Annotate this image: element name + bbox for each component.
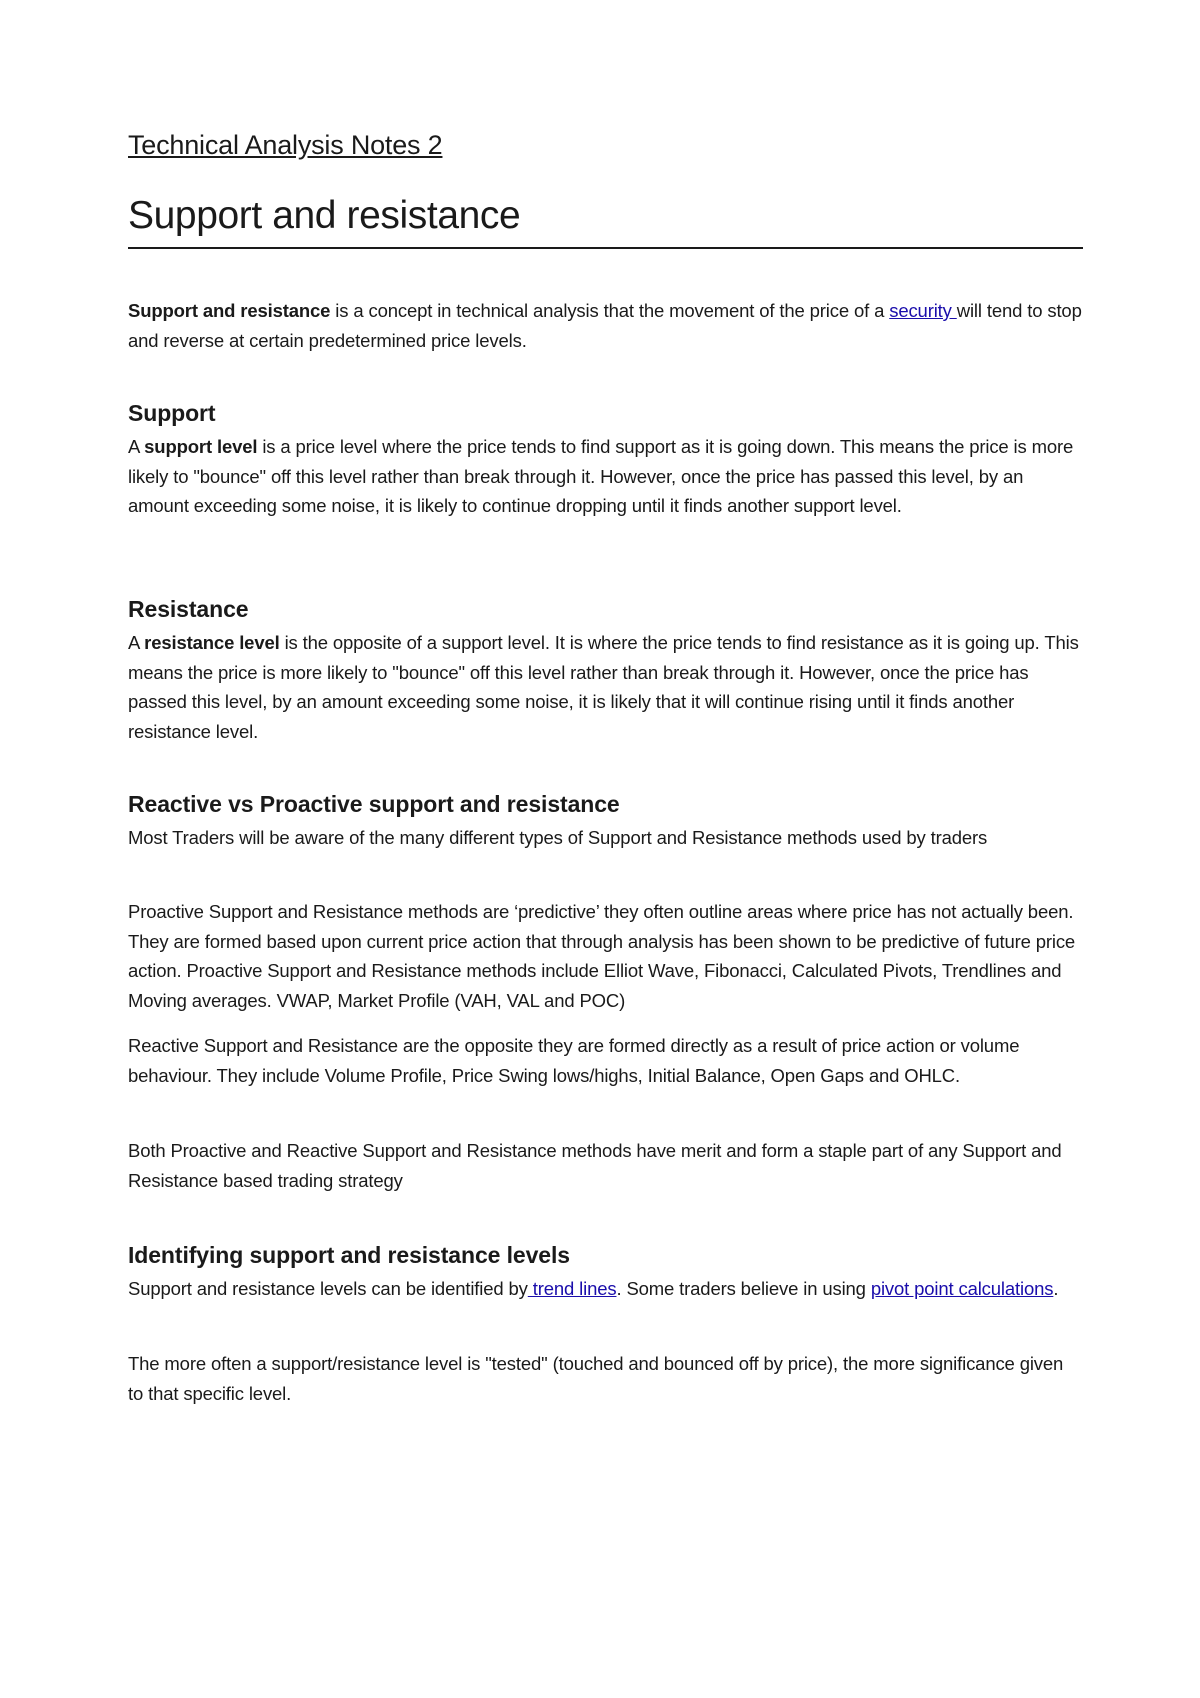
security-link[interactable]: security <box>889 300 957 321</box>
main-heading: Support and resistance <box>128 193 1083 249</box>
identifying-text-3: . <box>1053 1278 1059 1299</box>
support-text: is a price level where the price tends to find support as it is going down. This means the price is more likely to "bounce" off this level rather than break through it. However, once the price has passed this level, by an amount exceeding some noise, it is likely to continue dropping until it finds another support level. <box>128 436 1074 516</box>
support-prefix: A <box>128 436 145 457</box>
resistance-heading: Resistance <box>128 596 249 622</box>
identifying-paragraph-1 <box>128 1274 1083 1304</box>
support-heading: Support <box>128 400 216 426</box>
support-paragraph <box>128 432 1083 521</box>
pivot-point-calculations-link[interactable]: pivot point calculations <box>870 1278 1054 1299</box>
reactive-paragraph-1: Most Traders will be aware of the many different types of Support and Resistance methods used by traders <box>128 827 988 848</box>
identifying-text-2: . Some traders believe in using <box>616 1278 871 1299</box>
resistance-prefix: A <box>128 632 145 653</box>
trend-lines-link[interactable]: trend lines <box>527 1278 617 1299</box>
identifying-paragraph-2: The more often a support/resistance level is "tested" (touched and bounced off by price), the more significance given to that specific level. <box>128 1353 1064 1404</box>
reactive-paragraph-3: Reactive Support and Resistance are the opposite they are formed directly as a result of price action or volume behaviour. They include Volume Profile, Price Swing lows/highs, Initial Balance, Open Gaps and OHLC. <box>128 1035 1020 1086</box>
reactive-paragraph-4: Both Proactive and Reactive Support and Resistance methods have merit and form a staple part of any Support and Resistance based trading strategy <box>128 1140 1062 1191</box>
document-title: Technical Analysis Notes 2 <box>128 130 443 160</box>
resistance-paragraph <box>128 628 1083 746</box>
intro-text-1: is a concept in technical analysis that the movement of the price of a <box>330 300 890 321</box>
resistance-bold-term: resistance level <box>144 632 280 653</box>
intro-text-2: will tend to stop and reverse at certain predetermined price levels. <box>128 300 1082 351</box>
intro-paragraph <box>128 296 1083 355</box>
support-bold-term: support level <box>144 436 258 457</box>
intro-bold-term: Support and resistance <box>128 300 331 321</box>
identifying-text-1: Support and resistance levels can be identified by <box>128 1278 528 1299</box>
reactive-proactive-heading: Reactive vs Proactive support and resistance <box>128 791 620 817</box>
resistance-text: is the opposite of a support level. It is where the price tends to find resistance as it is going up. This means the price is more likely to "bounce" off this level rather than break through it. However, once the price has passed this level, by an amount exceeding some noise, it is likely that it will continue rising until it finds another resistance level. <box>128 632 1079 742</box>
reactive-paragraph-2: Proactive Support and Resistance methods are ‘predictive’ they often outline areas where price has not actually been. They are formed based upon current price action that through analysis has been shown to be predictive of future price action. Proactive Support and Resistance methods include Elliot Wave, Fibonacci, Calculated Pivots, Trendlines and Moving averages. VWAP, Market Profile (VAH, VAL and POC) <box>128 901 1076 1011</box>
identifying-heading: Identifying support and resistance levels <box>128 1242 570 1268</box>
